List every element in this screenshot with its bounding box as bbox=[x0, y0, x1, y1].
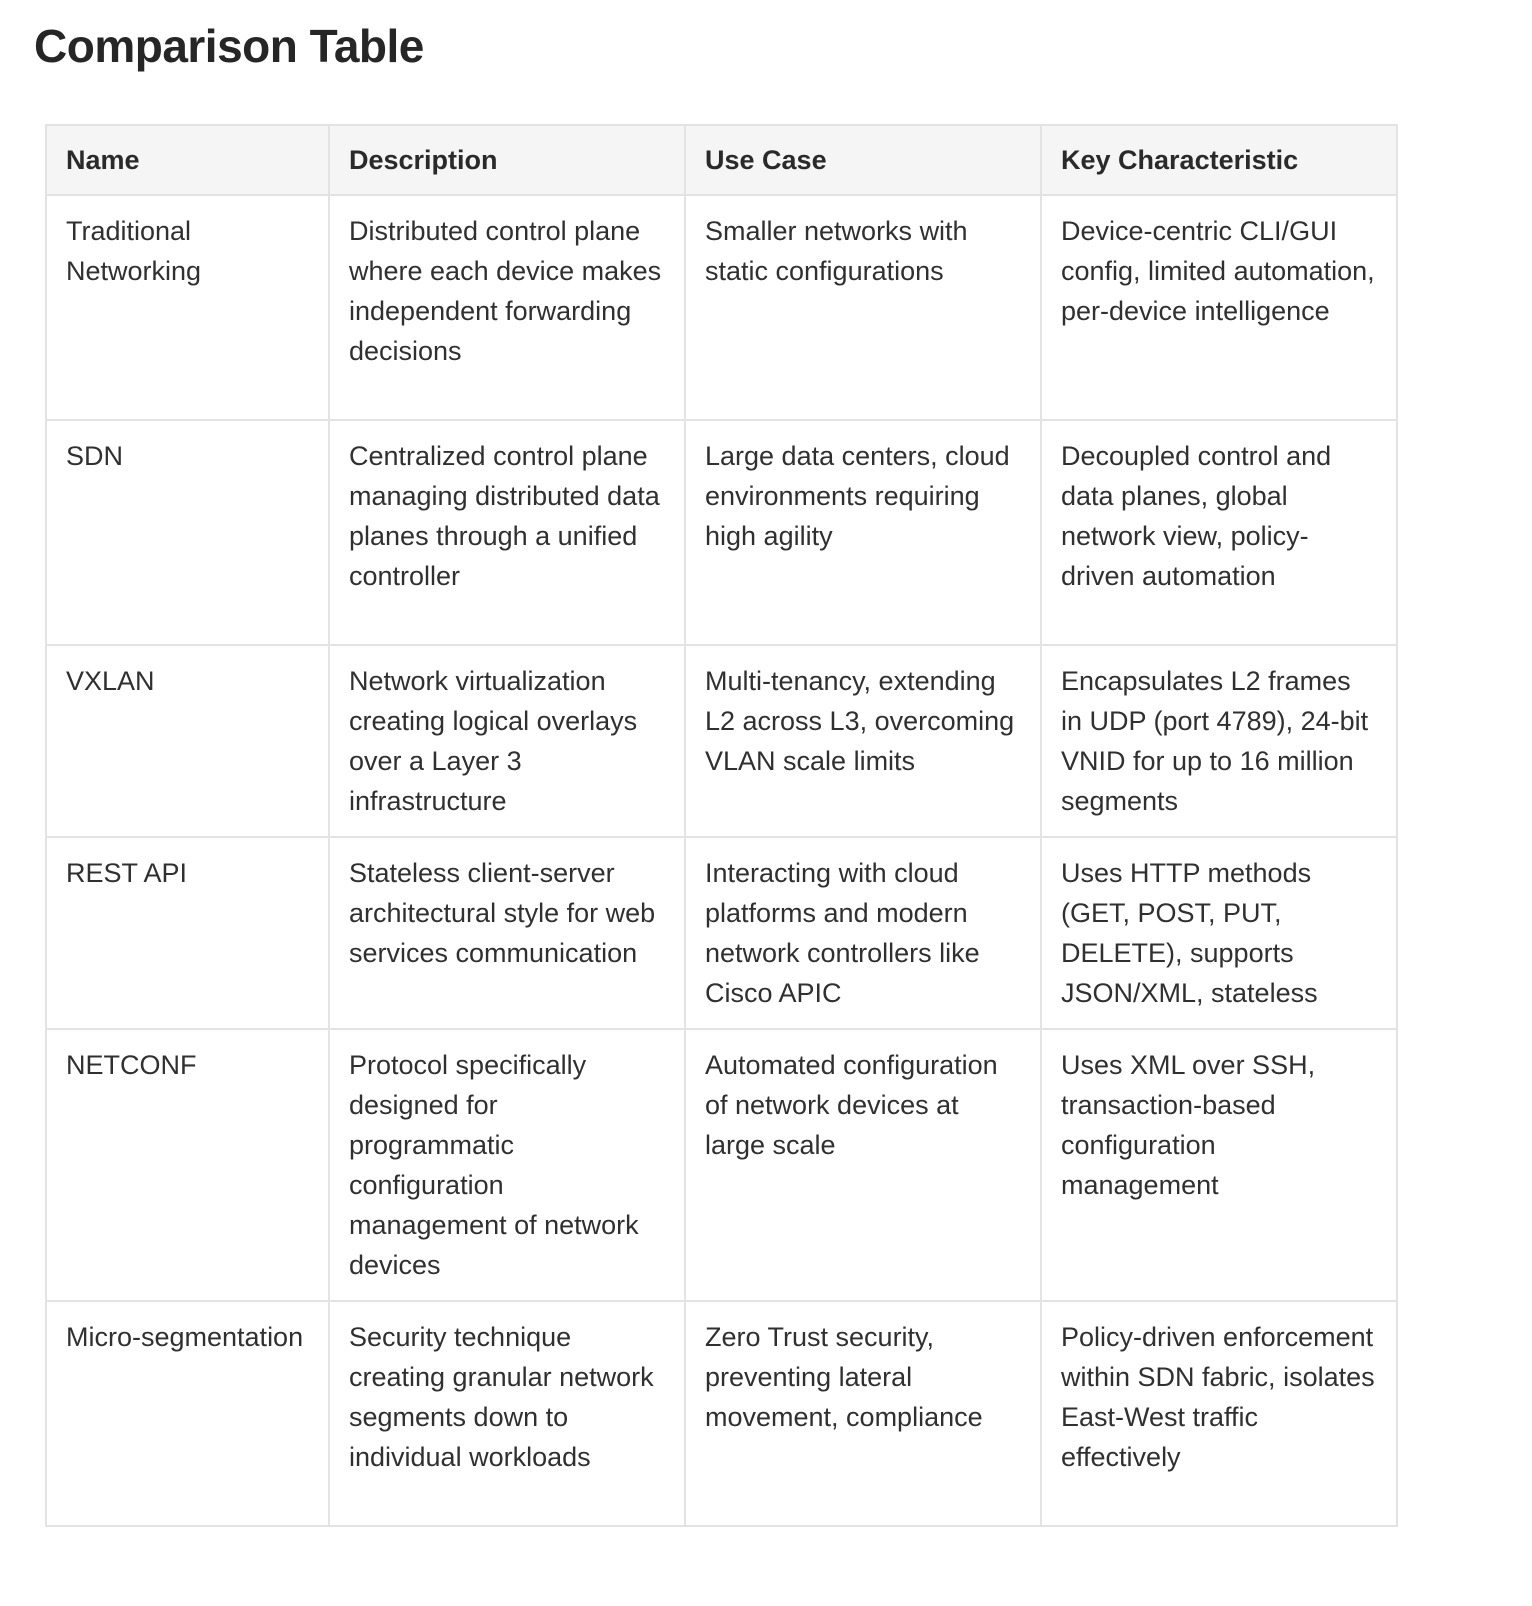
cell-name: REST API bbox=[46, 837, 329, 1029]
cell-key-characteristic: Uses XML over SSH, transaction-based configuration management bbox=[1041, 1029, 1397, 1301]
cell-name: NETCONF bbox=[46, 1029, 329, 1301]
header-use-case: Use Case bbox=[685, 125, 1041, 195]
table-header bbox=[46, 125, 1397, 195]
table-row bbox=[46, 837, 1397, 1029]
cell-use-case: Automated configuration of network devices at large scale bbox=[685, 1029, 1041, 1301]
table-row bbox=[46, 1029, 1397, 1301]
cell-description: Stateless client-server architectural style for web services communication bbox=[329, 837, 685, 1029]
cell-name: VXLAN bbox=[46, 645, 329, 837]
cell-key-characteristic: Decoupled control and data planes, global network view, policy-driven automation bbox=[1041, 420, 1397, 645]
comparison-table bbox=[45, 124, 1398, 1527]
header-key-characteristic: Key Characteristic bbox=[1041, 125, 1397, 195]
table-row bbox=[46, 420, 1397, 645]
cell-description: Distributed control plane where each device makes independent forwarding decisions bbox=[329, 195, 685, 420]
header-row bbox=[46, 125, 1397, 195]
cell-description: Security technique creating granular network segments down to individual workloads bbox=[329, 1301, 685, 1526]
header-name: Name bbox=[46, 125, 329, 195]
cell-key-characteristic: Uses HTTP methods (GET, POST, PUT, DELETE), supports JSON/XML, stateless bbox=[1041, 837, 1397, 1029]
table-row bbox=[46, 195, 1397, 420]
table-row bbox=[46, 645, 1397, 837]
cell-use-case: Smaller networks with static configurations bbox=[685, 195, 1041, 420]
table-row bbox=[46, 1301, 1397, 1526]
cell-description: Network virtualization creating logical overlays over a Layer 3 infrastructure bbox=[329, 645, 685, 837]
cell-use-case: Large data centers, cloud environments requiring high agility bbox=[685, 420, 1041, 645]
cell-use-case: Zero Trust security, preventing lateral movement, compliance bbox=[685, 1301, 1041, 1526]
cell-key-characteristic: Device-centric CLI/GUI config, limited automation, per-device intelligence bbox=[1041, 195, 1397, 420]
page-title: Comparison Table bbox=[34, 20, 424, 72]
cell-key-characteristic: Encapsulates L2 frames in UDP (port 4789), 24-bit VNID for up to 16 million segments bbox=[1041, 645, 1397, 837]
cell-name: Micro-segmentation bbox=[46, 1301, 329, 1526]
cell-name: SDN bbox=[46, 420, 329, 645]
cell-description: Protocol specifically designed for programmatic configuration management of network devices bbox=[329, 1029, 685, 1301]
cell-use-case: Multi-tenancy, extending L2 across L3, overcoming VLAN scale limits bbox=[685, 645, 1041, 837]
cell-description: Centralized control plane managing distributed data planes through a unified controller bbox=[329, 420, 685, 645]
header-description: Description bbox=[329, 125, 685, 195]
table-body bbox=[46, 195, 1397, 1526]
cell-key-characteristic: Policy-driven enforcement within SDN fabric, isolates East-West traffic effectively bbox=[1041, 1301, 1397, 1526]
cell-use-case: Interacting with cloud platforms and modern network controllers like Cisco APIC bbox=[685, 837, 1041, 1029]
cell-name: Traditional Networking bbox=[46, 195, 329, 420]
